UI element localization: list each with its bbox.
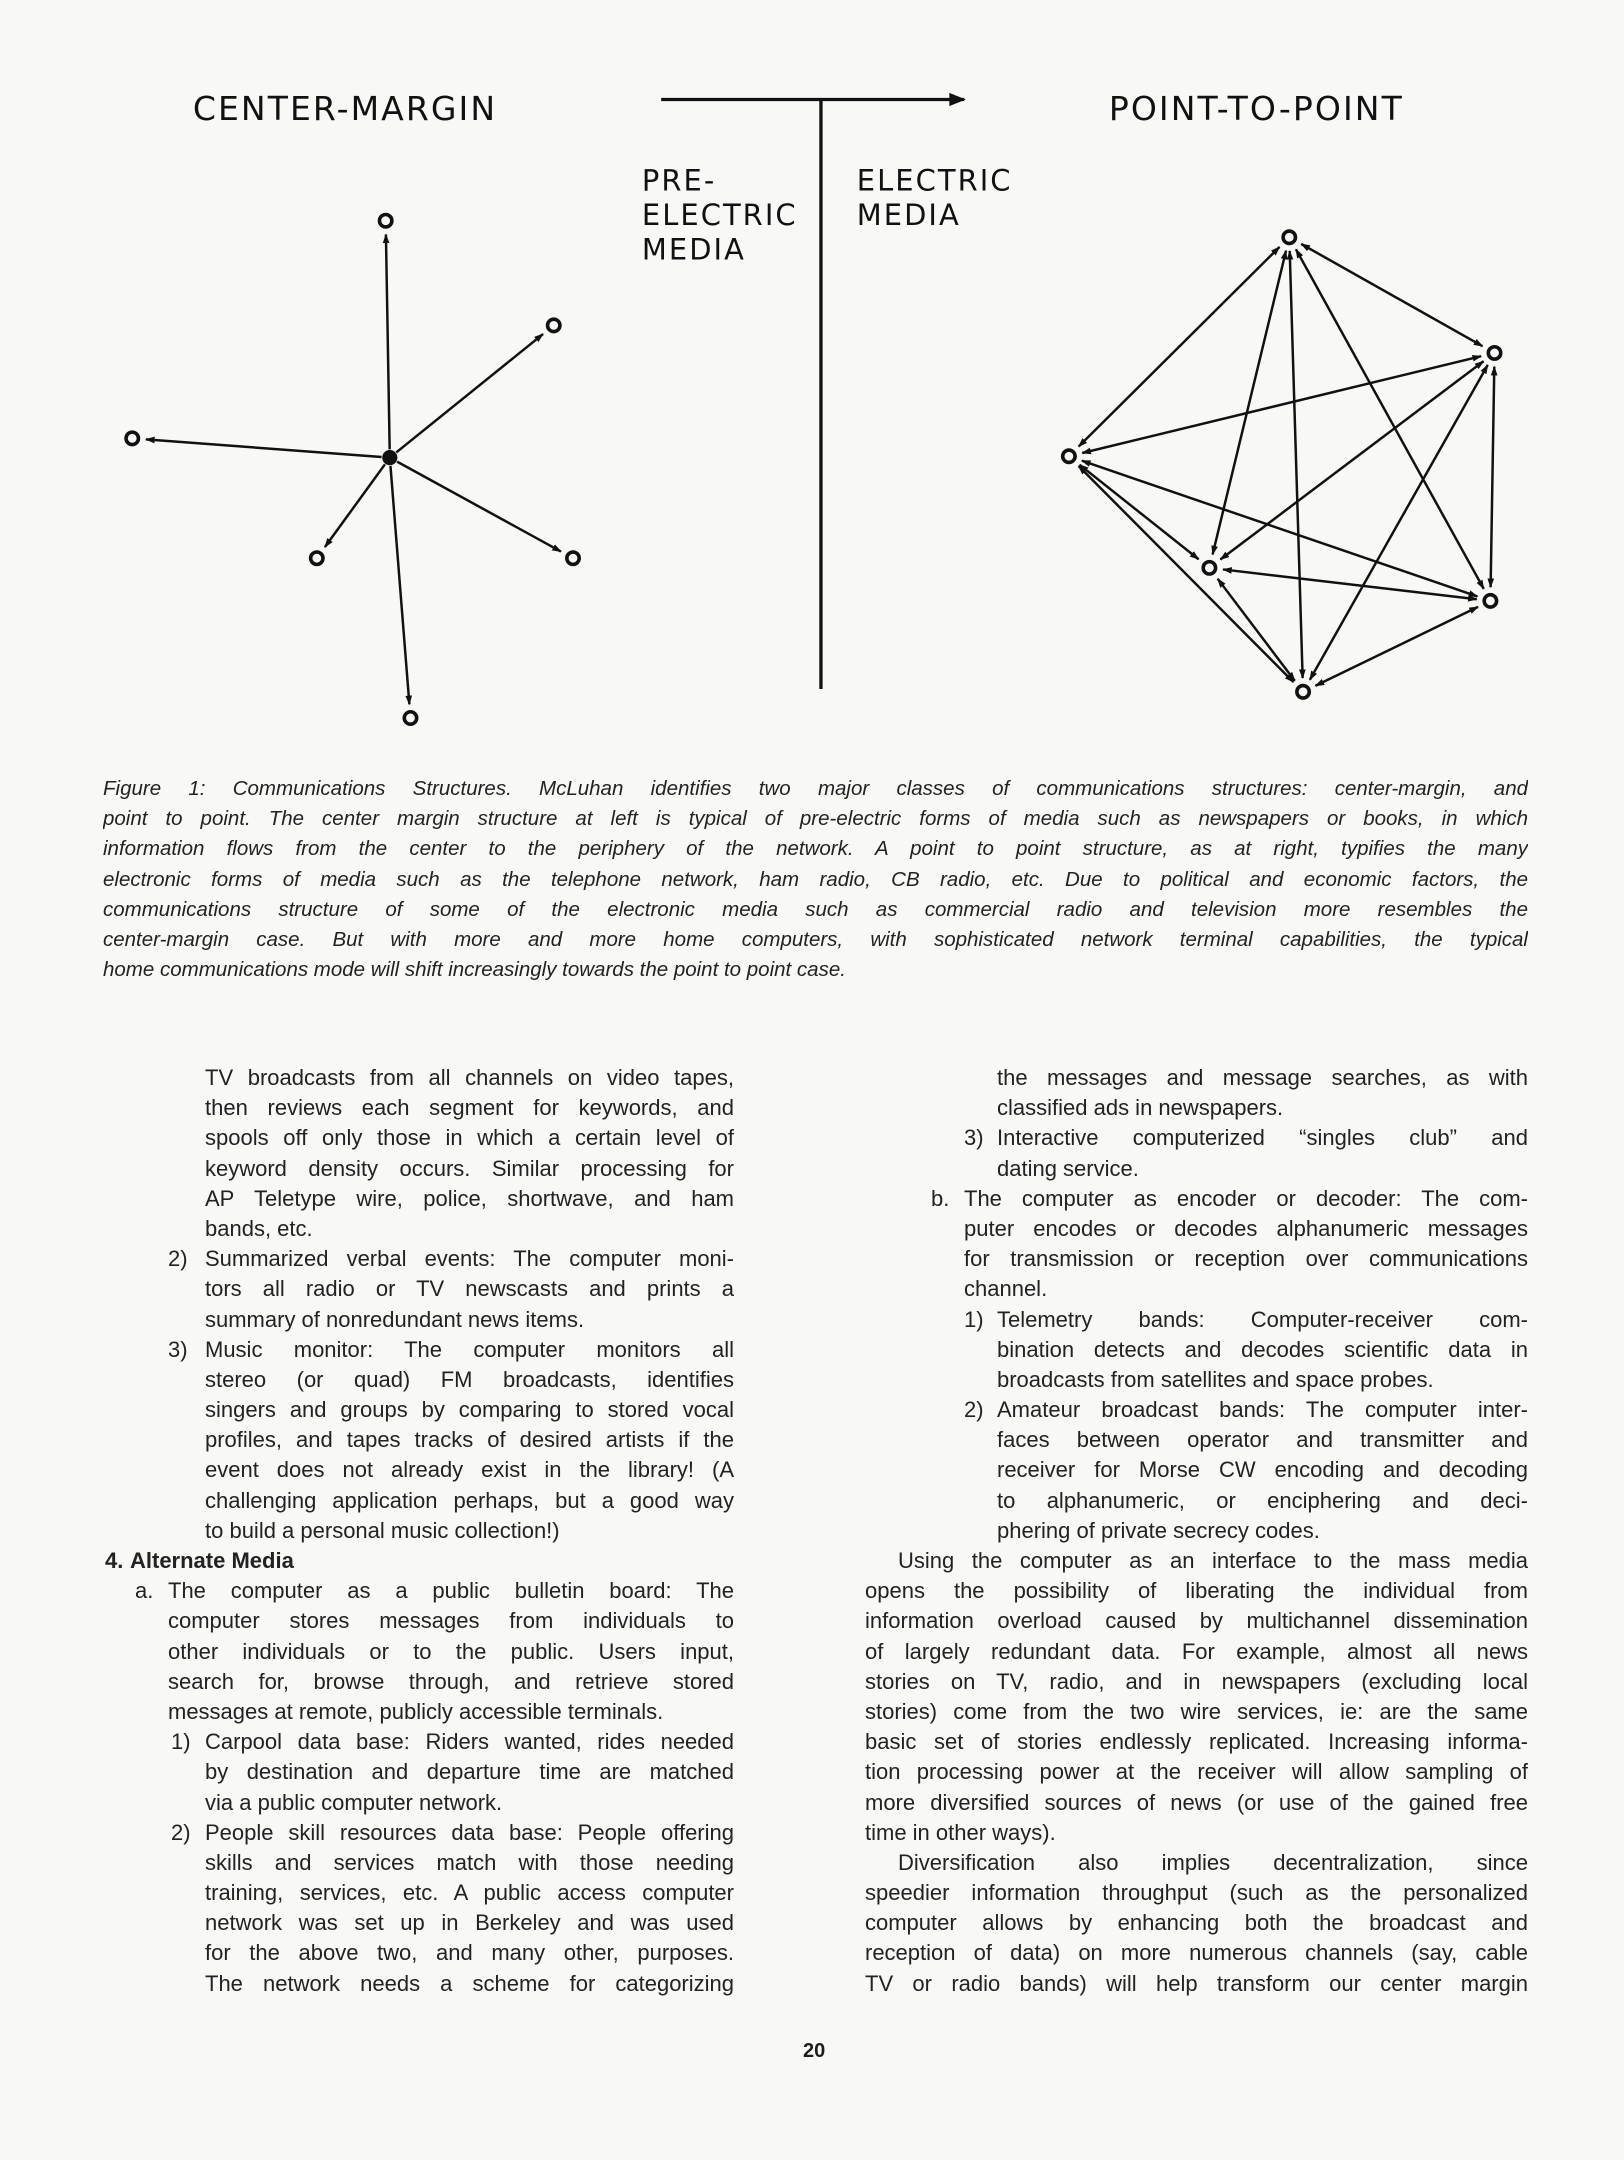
text-line: bination detects and decodes scientific data in	[997, 1336, 1528, 1362]
text-line: Diversification also implies decentralization, since	[898, 1849, 1528, 1875]
text-line: information overload caused by multichannel dissemination	[865, 1608, 1528, 1634]
connection-arrow	[1082, 356, 1481, 453]
connection-arrow	[397, 462, 561, 552]
text-line: Alternate Media	[130, 1548, 294, 1573]
network-node	[311, 552, 323, 564]
electric-label-1: ELECTRIC	[856, 163, 1013, 198]
connection-arrow	[1290, 251, 1303, 678]
text-block	[135, 1576, 734, 1727]
text-line: People skill resources data base: People offering	[205, 1819, 734, 1845]
text-line: The computer as a public bulletin board: The	[168, 1578, 734, 1604]
text-line: speedier information throughput (such as the personalized	[865, 1880, 1528, 1906]
pre-electric-label-3: MEDIA	[641, 232, 746, 267]
figure-caption	[103, 774, 1528, 985]
network-node	[1484, 595, 1496, 607]
page-number: 20	[803, 2040, 826, 2062]
text-line: opens the possibility of liberating the individual from	[865, 1578, 1528, 1604]
text-line: puter encodes or decodes alphanumeric messages	[964, 1215, 1528, 1241]
text-line: spools off only those in which a certain level of	[205, 1125, 734, 1151]
text-line: reception of data) on more numerous channels (say, cable	[865, 1940, 1528, 1966]
text-line: Carpool data base: Riders wanted, rides needed	[205, 1729, 734, 1755]
network-node	[379, 215, 391, 227]
list-marker: 2)	[171, 1819, 191, 1845]
text-line: to build a personal music collection!)	[205, 1517, 560, 1543]
text-line: Interactive computerized “singles club” and	[997, 1125, 1528, 1151]
network-node	[548, 319, 560, 331]
text-line: then reviews each segment for keywords, and	[205, 1095, 734, 1121]
network-node	[1063, 450, 1075, 462]
text-line: messages at remote, publicly accessible terminals.	[168, 1698, 664, 1724]
caption-line: Figure 1: Communications Structures. McLuhan identifies two major classes of communications structures: center-margin, and	[103, 777, 1528, 800]
network-node	[1283, 231, 1295, 243]
connection-arrow	[1079, 247, 1280, 447]
communications-structures-figure	[0, 0, 1624, 772]
text-block	[168, 1335, 734, 1546]
list-marker: 3)	[964, 1125, 984, 1151]
connection-arrow	[390, 466, 409, 704]
list-marker: 2)	[964, 1397, 984, 1423]
text-line: training, services, etc. A public access computer	[205, 1880, 734, 1906]
left-column	[105, 1063, 734, 1999]
list-marker: a.	[135, 1578, 154, 1604]
connection-arrow	[1310, 365, 1488, 680]
text-line: profiles, and tapes tracks of desired artists if the	[205, 1427, 734, 1453]
text-line: stories) come from the two wire services, ie: are the same	[865, 1698, 1528, 1724]
pre-electric-label-1: PRE-	[641, 163, 717, 198]
text-line: network was set up in Berkeley and was used	[205, 1910, 734, 1936]
text-line: receiver for Morse CW encoding and decoding	[997, 1457, 1528, 1483]
text-line: AP Teletype wire, police, shortwave, and ham	[205, 1185, 734, 1211]
right-column	[865, 1063, 1528, 1999]
text-block	[205, 1063, 734, 1244]
text-line: faces between operator and transmitter and	[997, 1427, 1528, 1453]
text-line: more diversified sources of news (or use of the gained free	[865, 1789, 1528, 1815]
caption-line: home communications mode will shift increasingly towards the point to point case.	[103, 958, 846, 982]
connection-arrow	[396, 334, 543, 452]
text-line: channel.	[964, 1276, 1048, 1302]
electric-label-2: MEDIA	[856, 197, 961, 232]
pre-electric-label-2: ELECTRIC	[641, 197, 798, 232]
text-line: to alphanumeric, or enciphering and deci-	[997, 1487, 1528, 1513]
text-line: search for, browse through, and retrieve stored	[168, 1668, 734, 1694]
text-block	[964, 1395, 1528, 1546]
network-node	[1203, 562, 1215, 574]
connection-arrow	[1315, 607, 1478, 686]
text-line: of largely redundant data. For example, almost all news	[865, 1638, 1528, 1664]
text-block	[964, 1123, 1528, 1183]
text-block	[964, 1305, 1528, 1396]
text-line: Amateur broadcast bands: The computer inter-	[997, 1397, 1528, 1423]
text-block	[931, 1184, 1528, 1305]
text-line: dating service.	[997, 1155, 1139, 1181]
text-line: Using the computer as an interface to the mass media	[898, 1548, 1528, 1573]
text-line: skills and services match with those needing	[205, 1849, 734, 1875]
text-line: Telemetry bands: Computer-receiver com-	[997, 1306, 1528, 1332]
text-line: challenging application perhaps, but a good way	[205, 1487, 734, 1513]
text-line: for transmission or reception over communications	[964, 1246, 1528, 1272]
caption-line: electronic forms of media such as the telephone network, ham radio, CB radio, etc. Due to political and economic factors, the	[103, 867, 1528, 891]
connection-arrow	[1491, 367, 1495, 587]
text-line: summary of nonredundant news items.	[205, 1306, 585, 1332]
text-line: other individuals or to the public. Users input,	[168, 1638, 734, 1664]
point-to-point-title: POINT-TO-POINT	[1108, 89, 1404, 129]
text-block	[168, 1244, 734, 1335]
connection-arrow	[386, 234, 390, 449]
text-line: singers and groups by comparing to stored vocal	[205, 1397, 734, 1423]
connection-arrow	[146, 439, 382, 457]
point-to-point-network	[1063, 231, 1501, 698]
text-line: TV broadcasts from all channels on video tapes,	[205, 1065, 734, 1090]
text-line: TV or radio bands) will help transform our center margin	[865, 1970, 1528, 1996]
text-line: for the above two, and many other, purposes.	[205, 1940, 734, 1966]
list-marker: b.	[931, 1185, 950, 1211]
list-marker: 2)	[168, 1246, 188, 1272]
list-marker: 4.	[105, 1548, 124, 1573]
connection-arrow	[1301, 244, 1482, 346]
text-line: tion processing power at the receiver will allow sampling of	[865, 1759, 1528, 1785]
text-line: computer allows by enhancing both the broadcast and	[865, 1910, 1528, 1936]
text-block	[865, 1546, 1528, 1848]
text-line: The computer as encoder or decoder: The com-	[964, 1185, 1528, 1211]
text-block	[865, 1848, 1528, 1999]
text-line: the messages and message searches, as with	[997, 1065, 1528, 1090]
text-block	[997, 1063, 1528, 1123]
text-line: basic set of stories endlessly replicated. Increasing informa-	[865, 1729, 1528, 1755]
connection-arrow	[325, 464, 385, 547]
text-line: via a public computer network.	[205, 1789, 503, 1815]
text-line: classified ads in newspapers.	[997, 1095, 1284, 1121]
text-line: phering of private secrecy codes.	[997, 1517, 1320, 1543]
network-node	[126, 432, 138, 444]
text-line: broadcasts from satellites and space probes.	[997, 1366, 1434, 1392]
text-line: tors all radio or TV newscasts and prints a	[205, 1276, 734, 1302]
text-line: keyword density occurs. Similar processing for	[205, 1155, 734, 1181]
text-block	[171, 1818, 734, 1999]
center-margin-title: CENTER-MARGIN	[192, 89, 498, 129]
text-line: Summarized verbal events: The computer moni-	[205, 1246, 734, 1272]
connection-arrow	[1080, 465, 1199, 559]
connection-arrow	[1218, 579, 1295, 681]
caption-line: communications structure of some of the electronic media such as commercial radio and television more resembles the	[103, 897, 1528, 921]
text-line: The network needs a scheme for categorizing	[205, 1970, 734, 1996]
text-line: computer stores messages from individuals to	[168, 1608, 734, 1634]
network-node	[404, 712, 416, 724]
caption-line: information flows from the center to the periphery of the network. A point to point structure, as at right, typifies the many	[103, 837, 1528, 861]
section-heading	[105, 1546, 734, 1576]
caption-line: center-margin case. But with more and more home computers, with sophisticated network terminal capabilities, the typical	[103, 927, 1528, 951]
text-block	[171, 1727, 734, 1818]
text-line: bands, etc.	[205, 1215, 313, 1241]
network-node	[1488, 347, 1500, 359]
text-line: stereo (or quad) FM broadcasts, identifies	[205, 1366, 734, 1392]
list-marker: 1)	[964, 1306, 984, 1332]
text-line: time in other ways).	[865, 1819, 1056, 1845]
caption-line: point to point. The center margin structure at left is typical of pre-electric forms of media such as newspapers or books, in which	[103, 807, 1528, 831]
text-line: stories on TV, radio, and in newspapers (excluding local	[865, 1668, 1528, 1694]
list-marker: 3)	[168, 1336, 188, 1362]
network-node	[1297, 686, 1309, 698]
network-node	[567, 552, 579, 564]
center-node	[382, 450, 397, 465]
text-line: event does not already exist in the library! (A	[205, 1457, 734, 1483]
list-marker: 1)	[171, 1729, 191, 1755]
center-margin-network	[126, 215, 579, 725]
text-line: by destination and departure time are matched	[205, 1759, 734, 1785]
connection-arrow	[1220, 361, 1483, 559]
text-line: Music monitor: The computer monitors all	[205, 1336, 734, 1362]
